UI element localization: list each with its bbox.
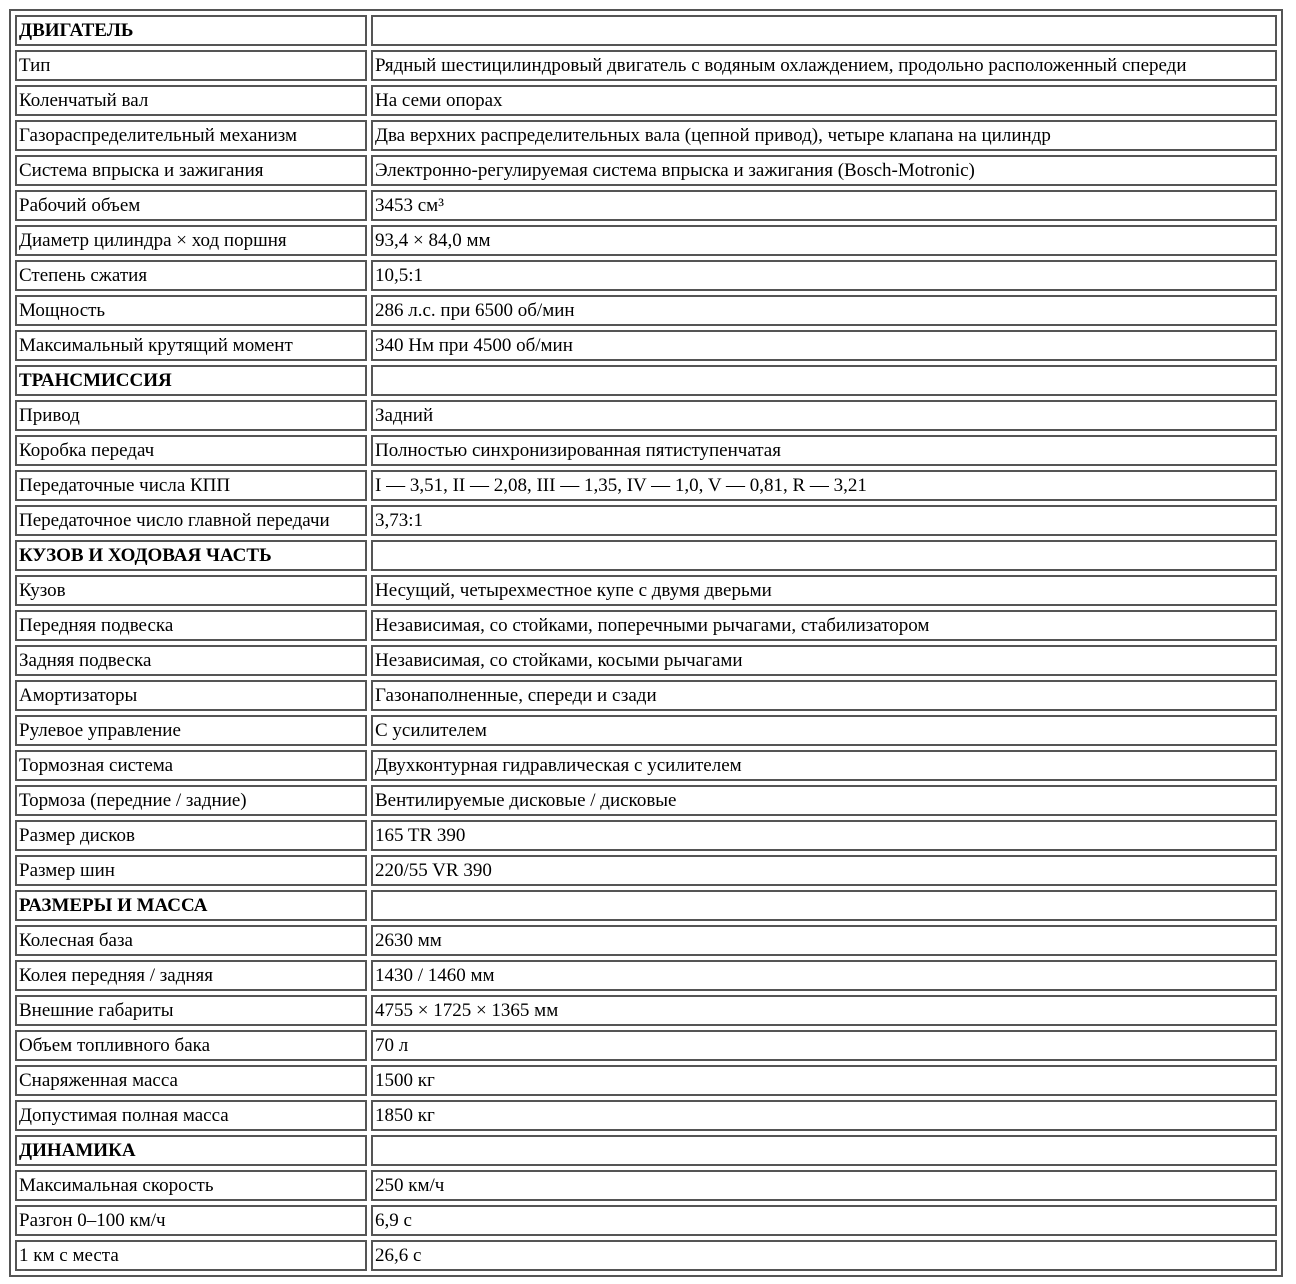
spec-value: 3453 см³ — [371, 190, 1277, 221]
section-title: КУЗОВ И ХОДОВАЯ ЧАСТЬ — [15, 540, 367, 571]
spec-value: Вентилируемые дисковые / дисковые — [371, 785, 1277, 816]
spec-value: Двухконтурная гидравлическая с усилителем — [371, 750, 1277, 781]
spec-label: Степень сжатия — [15, 260, 367, 291]
spec-value: Рядный шестицилиндровый двигатель с водяным охлаждением, продольно расположенный спереди — [371, 50, 1277, 81]
spec-row — [15, 925, 1277, 956]
spec-value: Задний — [371, 400, 1277, 431]
spec-row — [15, 155, 1277, 186]
spec-value: I — 3,51, II — 2,08, III — 1,35, IV — 1,0, V — 0,81, R — 3,21 — [371, 470, 1277, 501]
spec-value: 250 км/ч — [371, 1170, 1277, 1201]
spec-label: Коленчатый вал — [15, 85, 367, 116]
spec-label: Колея передняя / задняя — [15, 960, 367, 991]
spec-label: Передаточное число главной передачи — [15, 505, 367, 536]
spec-label: Максимальная скорость — [15, 1170, 367, 1201]
spec-label: Газораспределительный механизм — [15, 120, 367, 151]
spec-label: Тормоза (передние / задние) — [15, 785, 367, 816]
spec-label: Мощность — [15, 295, 367, 326]
spec-label: Передняя подвеска — [15, 610, 367, 641]
spec-label: Система впрыска и зажигания — [15, 155, 367, 186]
spec-row — [15, 785, 1277, 816]
spec-row — [15, 1030, 1277, 1061]
spec-value: 10,5:1 — [371, 260, 1277, 291]
spec-row — [15, 1240, 1277, 1271]
section-title: ДИНАМИКА — [15, 1135, 367, 1166]
spec-value: 1850 кг — [371, 1100, 1277, 1131]
spec-value: Несущий, четырехместное купе с двумя дверьми — [371, 575, 1277, 606]
spec-value: 1500 кг — [371, 1065, 1277, 1096]
section-value-empty — [371, 540, 1277, 571]
specifications-table — [9, 9, 1283, 1277]
spec-value: 70 л — [371, 1030, 1277, 1061]
spec-value: Два верхних распределительных вала (цепной привод), четыре клапана на цилиндр — [371, 120, 1277, 151]
spec-value: 6,9 с — [371, 1205, 1277, 1236]
section-header-row — [15, 1135, 1277, 1166]
spec-label: Максимальный крутящий момент — [15, 330, 367, 361]
spec-row — [15, 960, 1277, 991]
spec-value: 3,73:1 — [371, 505, 1277, 536]
spec-value: 4755 × 1725 × 1365 мм — [371, 995, 1277, 1026]
section-value-empty — [371, 15, 1277, 46]
spec-row — [15, 1100, 1277, 1131]
spec-row — [15, 715, 1277, 746]
spec-row — [15, 470, 1277, 501]
spec-row — [15, 855, 1277, 886]
spec-value: 2630 мм — [371, 925, 1277, 956]
spec-value: 1430 / 1460 мм — [371, 960, 1277, 991]
spec-row — [15, 1065, 1277, 1096]
spec-label: Рулевое управление — [15, 715, 367, 746]
spec-row — [15, 190, 1277, 221]
spec-row — [15, 750, 1277, 781]
section-header-row — [15, 890, 1277, 921]
spec-value: 165 TR 390 — [371, 820, 1277, 851]
spec-value: Газонаполненные, спереди и сзади — [371, 680, 1277, 711]
spec-row — [15, 1205, 1277, 1236]
spec-row — [15, 85, 1277, 116]
spec-row — [15, 575, 1277, 606]
section-header-row — [15, 540, 1277, 571]
spec-label: Амортизаторы — [15, 680, 367, 711]
spec-label: Диаметр цилиндра × ход поршня — [15, 225, 367, 256]
spec-row — [15, 610, 1277, 641]
spec-row — [15, 995, 1277, 1026]
spec-value: 26,6 с — [371, 1240, 1277, 1271]
spec-label: 1 км с места — [15, 1240, 367, 1271]
spec-value: 220/55 VR 390 — [371, 855, 1277, 886]
spec-value: 286 л.с. при 6500 об/мин — [371, 295, 1277, 326]
spec-value: Независимая, со стойками, косыми рычагами — [371, 645, 1277, 676]
spec-row — [15, 50, 1277, 81]
section-value-empty — [371, 890, 1277, 921]
specifications-body — [15, 15, 1277, 1271]
spec-row — [15, 400, 1277, 431]
spec-value: 340 Нм при 4500 об/мин — [371, 330, 1277, 361]
spec-row — [15, 505, 1277, 536]
spec-value: 93,4 × 84,0 мм — [371, 225, 1277, 256]
spec-row — [15, 645, 1277, 676]
spec-label: Задняя подвеска — [15, 645, 367, 676]
section-value-empty — [371, 1135, 1277, 1166]
spec-label: Тормозная система — [15, 750, 367, 781]
spec-value: Полностью синхронизированная пятиступенчатая — [371, 435, 1277, 466]
spec-label: Снаряженная масса — [15, 1065, 367, 1096]
spec-label: Внешние габариты — [15, 995, 367, 1026]
spec-row — [15, 120, 1277, 151]
spec-row — [15, 260, 1277, 291]
spec-label: Тип — [15, 50, 367, 81]
spec-label: Колесная база — [15, 925, 367, 956]
spec-row — [15, 225, 1277, 256]
section-title: ТРАНСМИССИЯ — [15, 365, 367, 396]
spec-label: Передаточные числа КПП — [15, 470, 367, 501]
spec-value: На семи опорах — [371, 85, 1277, 116]
spec-value: Электронно-регулируемая система впрыска и зажигания (Bosch-Motronic) — [371, 155, 1277, 186]
spec-value: Независимая, со стойками, поперечными рычагами, стабилизатором — [371, 610, 1277, 641]
spec-label: Размер шин — [15, 855, 367, 886]
spec-label: Разгон 0–100 км/ч — [15, 1205, 367, 1236]
spec-label: Коробка передач — [15, 435, 367, 466]
spec-value: С усилителем — [371, 715, 1277, 746]
section-title: РАЗМЕРЫ И МАССА — [15, 890, 367, 921]
spec-label: Рабочий объем — [15, 190, 367, 221]
section-title: ДВИГАТЕЛЬ — [15, 15, 367, 46]
spec-label: Допустимая полная масса — [15, 1100, 367, 1131]
spec-label: Привод — [15, 400, 367, 431]
section-header-row — [15, 365, 1277, 396]
spec-row — [15, 680, 1277, 711]
section-header-row — [15, 15, 1277, 46]
spec-label: Размер дисков — [15, 820, 367, 851]
spec-label: Кузов — [15, 575, 367, 606]
section-value-empty — [371, 365, 1277, 396]
spec-row — [15, 1170, 1277, 1201]
spec-row — [15, 820, 1277, 851]
spec-row — [15, 330, 1277, 361]
spec-label: Объем топливного бака — [15, 1030, 367, 1061]
spec-row — [15, 295, 1277, 326]
spec-row — [15, 435, 1277, 466]
